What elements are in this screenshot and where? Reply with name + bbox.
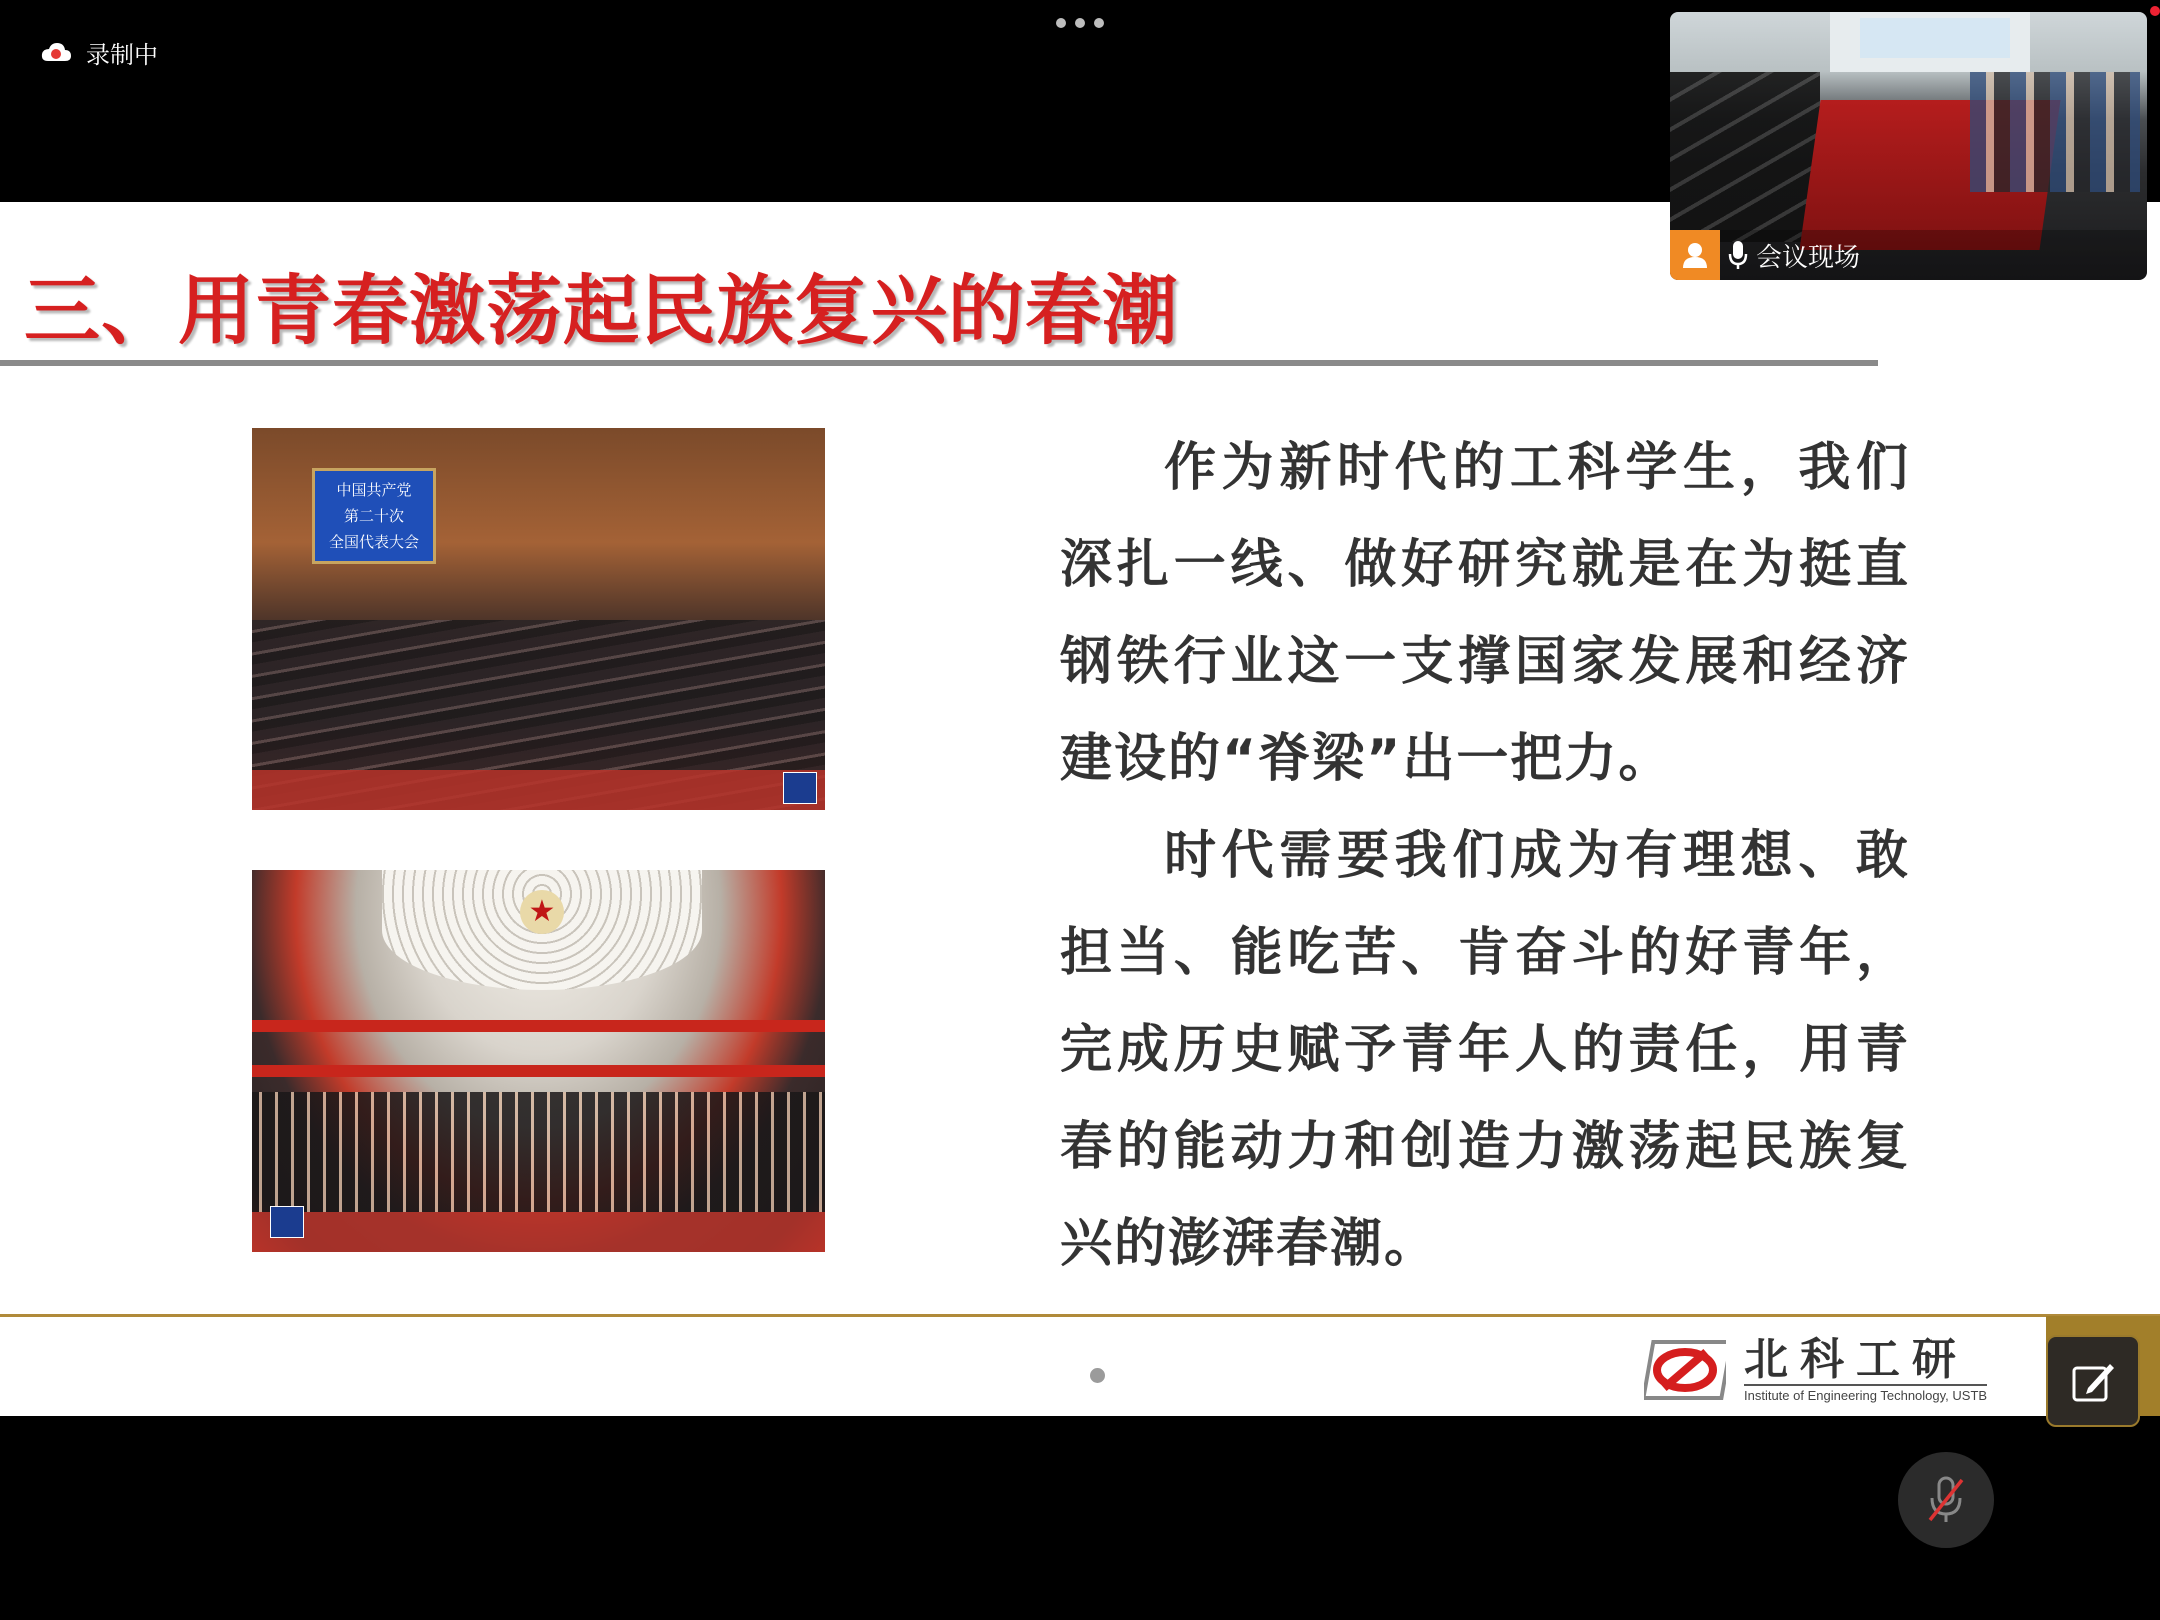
congress-hall-photo bbox=[252, 428, 825, 810]
meeting-chairs bbox=[1670, 72, 1820, 242]
banner-line-1: 中国共产党 bbox=[336, 481, 412, 499]
ustb-emblem-icon bbox=[1644, 1338, 1726, 1402]
video-label-bar bbox=[1670, 230, 2147, 280]
banner-line-3: 全国代表大会 bbox=[328, 533, 419, 551]
balcony-banner bbox=[252, 1020, 825, 1032]
logo-en-text: Institute of Engineering Technology, USTB bbox=[1744, 1384, 1987, 1403]
paragraph-1: 作为新时代的工科学生，我们深扎一线、做好研究就是在为挺直钢铁行业这一支撑国家发展和经济建设的“脊梁”出一把力。 bbox=[1060, 438, 1910, 789]
more-dots-icon[interactable] bbox=[1056, 18, 1104, 32]
delegates-crowd bbox=[252, 1092, 825, 1212]
red-carpet bbox=[252, 770, 825, 810]
meeting-room-screen bbox=[1860, 18, 2010, 58]
slide-title: 三、用青春激荡起民族复兴的春潮 bbox=[24, 266, 1179, 355]
ustb-logo bbox=[1644, 1336, 1987, 1403]
annotate-button[interactable] bbox=[2046, 1335, 2140, 1427]
great-hall-dome-photo bbox=[252, 870, 825, 1252]
video-label: 会议现场 bbox=[1756, 242, 1861, 273]
footer-divider bbox=[0, 1314, 2160, 1317]
cloud-record-icon bbox=[40, 41, 72, 63]
logo-cn-text: 北科工研 bbox=[1744, 1334, 1968, 1385]
red-star-icon: ★ bbox=[520, 890, 564, 934]
title-divider bbox=[0, 360, 1878, 366]
mic-muted-icon bbox=[1924, 1474, 1968, 1526]
person-icon bbox=[1670, 230, 1720, 280]
meeting-attendees bbox=[1970, 72, 2140, 192]
paragraph-2: 时代需要我们成为有理想、敢担当、能吃苦、肯奋斗的好青年，完成历史赋予青年人的责任，用青春的能动力和创造力激荡起民族复兴的澎湃春潮。 bbox=[1060, 826, 1910, 1274]
page-indicator-dot[interactable] bbox=[1090, 1368, 1105, 1383]
slide-body-text bbox=[1060, 420, 1910, 1293]
notification-dot bbox=[2150, 6, 2160, 16]
recording-indicator[interactable] bbox=[40, 34, 158, 70]
participant-video-tile[interactable] bbox=[1670, 12, 2147, 280]
balcony-banner bbox=[252, 1065, 825, 1077]
xinhua-logo-icon bbox=[783, 772, 817, 804]
red-carpet bbox=[252, 1212, 825, 1252]
recording-label: 录制中 bbox=[86, 40, 158, 69]
xinhua-logo-icon bbox=[270, 1206, 304, 1238]
banner-line-2: 第二十次 bbox=[343, 507, 404, 525]
annotate-icon bbox=[2070, 1358, 2116, 1404]
microphone-icon bbox=[1720, 230, 1756, 280]
congress-banner bbox=[312, 468, 436, 564]
mute-button[interactable] bbox=[1898, 1452, 1994, 1548]
